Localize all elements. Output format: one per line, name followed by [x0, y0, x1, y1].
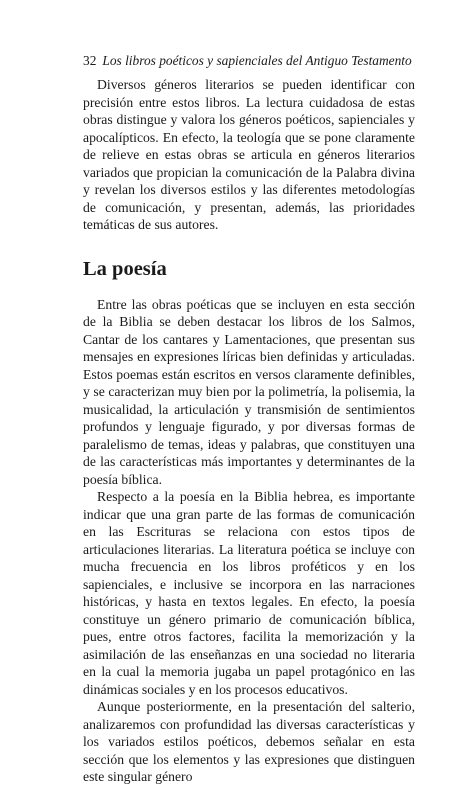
running-title: Los libros poéticos y sapienciales del Antiguo Testamento: [102, 53, 412, 68]
book-page: [83, 52, 415, 786]
section-heading: La poesía: [83, 257, 167, 280]
section-paragraph-1: Entre las obras poéticas que se incluyen en esta sección de la Biblia se deben destacar los libros de los Salmos, Cantar de los cantares y Lamentaciones, que presentan sus mensajes en expresiones líricas bien definidas y articuladas. Estos poemas están escritos en versos claramente definibles, y se caracterizan muy bien por la polimetría, la polisemia, la musicalidad, la articulación y transmisión de sentimientos profundos y lenguaje figurado, y por diversas formas de paralelismo de temas, ideas y palabras, que constituyen una de las características más importantes y determinantes de la poesía bíblica.: [83, 296, 415, 487]
running-header: [83, 52, 415, 70]
section-paragraph-2: Respecto a la poesía en la Biblia hebrea, es importante indicar que una gran parte de las formas de comunicación en las Escrituras se relaciona con estos tipos de articulaciones literarias. La literatura poética se incluye con mucha frecuencia en los libros proféticos y en los sapienciales, e inclusive se incorpora en las narraciones históricas, y hasta en textos legales. En efecto, la poesía constituye un género primario de comunicación bíblica, pues, entre otros factores, facilita la memorización y la asimilación de las enseñanzas en una sociedad no literaria en la cual la memoria jugaba un papel protagónico en las dinámicas sociales y en los procesos educativos.: [83, 489, 415, 697]
section-paragraph-3: Aunque posteriormente, en la presentación del salterio, analizaremos con profundidad las diversas características y los variados estilos poéticos, debemos señalar en esta sección que los elementos y las expresiones que distinguen este singular género: [83, 699, 415, 784]
intro-paragraph: Diversos géneros literarios se pueden identificar con precisión entre estos libros. La lectura cuidadosa de estas obras distingue y valora los géneros poéticos, sapienciales y apocalípticos. En efecto, la teología que se pone claramente de relieve en estas obras se articula en géneros literarios variados que propician la comunicación de la Palabra divina y revelan los diversos estilos y las diferentes metodologías de comunicación, y presentan, además, las prioridades temáticas de sus autores.: [83, 77, 415, 232]
page-number: 32: [83, 53, 97, 68]
